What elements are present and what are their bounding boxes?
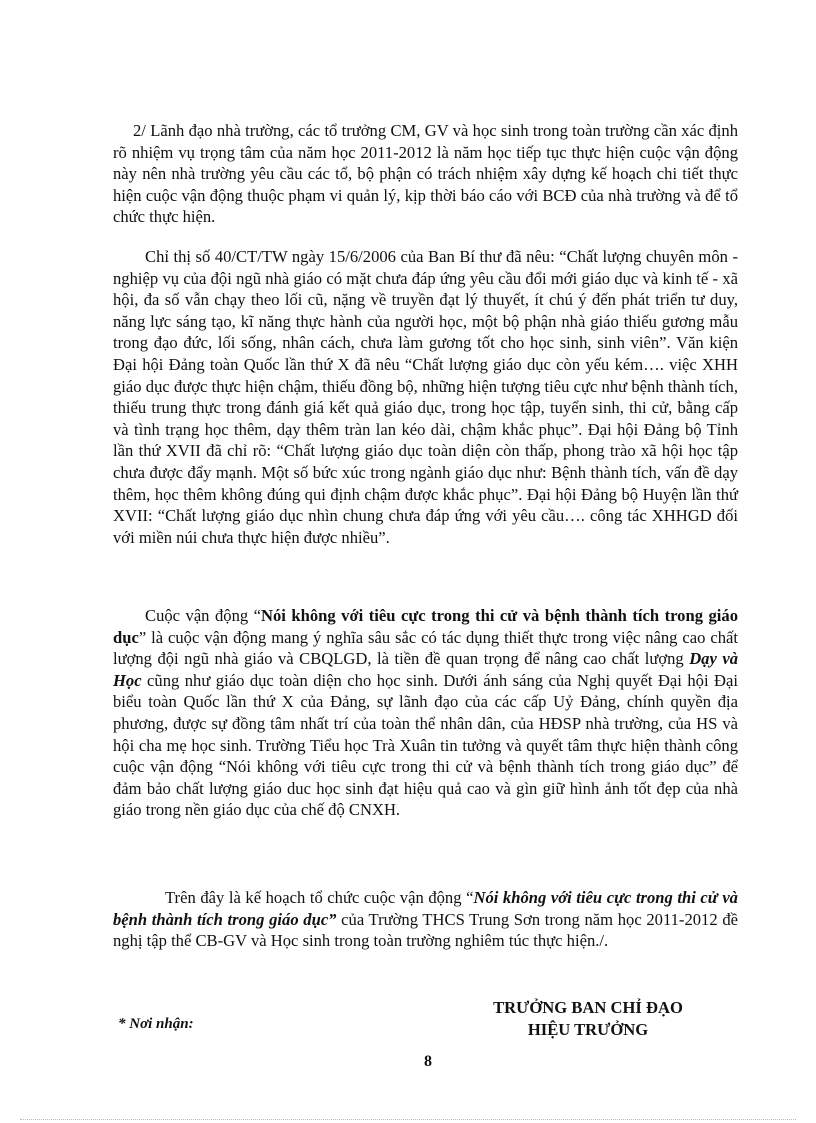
signature-title: TRƯỞNG BAN CHỈ ĐẠO <box>493 998 683 1017</box>
paragraph-conclusion <box>113 887 738 952</box>
paragraph-directive-quotes <box>113 246 738 548</box>
text-run: Cuộc vận động “ <box>145 606 262 625</box>
text-run: Chỉ thị số 40/CT/TW ngày 15/6/2006 của Ban Bí thư đã nêu: “Chất lượng chuyên môn - nghiệp vụ của đội ngũ nhà giáo có mặt chưa đáp ứng yêu cầu đổi mới giáo dục và kinh tế - xã hội, đa số vẫn chạy theo lối cũ, nặng về truyền đạt lý thuyết, ít chú ý đến phát triển tư duy, năng lực sáng tạo, kĩ năng thực hành của người học, một bộ phận nhà giáo thiếu gương mẫu trong đạo đức, lối sống, nhân cách, chưa làm gương tốt cho học sinh, sinh viên”. Văn kiện Đại hội Đảng toàn Quốc lần thứ X đã nêu “Chất lượng giáo dục còn yếu kém…. việc XHH giáo dục được thực hiện chậm, thiếu đồng bộ, những hiện tượng tiêu cực như bệnh thành tích, thiếu trung thực trong đánh giá kết quả giáo dục, trong học tập, tuyển sinh, thi cử, bằng cấp và tình trạng học thêm, dạy thêm tràn lan kéo dài, chậm khắc phục”. Đại hội Đảng bộ Tỉnh lần thứ XVII đã chỉ rõ: “Chất lượng giáo dục toàn diện còn thấp, phong trào xã hội học tập chưa được đẩy mạnh. Một số bức xúc trong ngành giáo dục như: Bệnh thành tích, vấn đề dạy thêm, học thêm không đúng qui định chậm được khắc phục”. Đại hội Đảng bộ Huyện lần thứ XVII: “Chất lượng giáo dục nhìn chung chưa đáp ứng với yêu cầu…. công tác XHHGD đối với miền núi chưa thực hiện được nhiều”. <box>113 247 738 547</box>
paragraph-responsibilities <box>113 120 738 228</box>
text-run: 2/ Lãnh đạo nhà trường, các tổ trưởng CM, GV và học sinh trong toàn trường cần xác định rõ nhiệm vụ trọng tâm của năm học 2011-2012 là năm học tiếp tục thực hiện cuộc vận động này nên nhà trường yêu cầu các tổ, bộ phận có trách nhiệm xây dựng kế hoạch chi tiết thực hiện cuộc vận động thuộc phạm vi quản lý, kịp thời báo cáo với BCĐ của nhà trường và để tổ chức thực hiện. <box>113 121 738 227</box>
text-run: cũng như giáo dục toàn diện cho học sinh. Dưới ánh sáng của Nghị quyết Đại hội Đại biểu toàn Quốc lần thứ X của Đảng, sự lãnh đạo của các cấp Uỷ Đảng, chính quyền địa phương, được sự đồng tâm nhất trí của toàn thể nhân dân, của HĐSP nhà trường, của HS và hội cha mẹ học sinh. Trường Tiểu học Trà Xuân tin tưởng và quyết tâm thực hiện thành công cuộc vận động “Nói không với tiêu cực trong thi cử và bệnh thành tích trong giáo dục” để đảm bảo chất lượng giáo duc học sinh đạt hiệu quả cao và gìn giữ hình ảnh tốt đẹp của nhà giáo trong nền giáo dục của chế độ CNXH. <box>113 670 738 820</box>
signature-role: HIỆU TRƯỞNG <box>527 1020 649 1039</box>
text-run: của Trường THCS Trung Sơn trong năm học 2011-2012 đề nghị tập thể CB-GV và Học sinh trong toàn trường nghiêm túc thực hiện./. <box>113 909 738 951</box>
page-number: 8 <box>424 1053 432 1070</box>
text-run: Dạy và Học <box>113 649 738 690</box>
bottom-divider <box>20 1119 796 1120</box>
text-run: Nói không với tiêu cực trong thi cử và bệnh thành tích trong giáo dục <box>113 606 738 647</box>
text-run: Trên đây là kế hoạch tổ chức cuộc vận động “ <box>165 888 474 907</box>
paragraph-campaign-meaning <box>113 605 738 821</box>
recipients-label: * Nơi nhận: <box>118 1016 194 1032</box>
text-run: ” là cuộc vận động mang ý nghĩa sâu sắc có tác dụng thiết thực trong việc nâng cao chất lượng đội ngũ nhà giáo và CBQLGD, là tiền đề quan trọng để nâng cao chất lượng <box>113 627 738 669</box>
text-run: Nói không với tiêu cực trong thi cử và bệnh thành tích trong giáo dục” <box>113 888 738 929</box>
